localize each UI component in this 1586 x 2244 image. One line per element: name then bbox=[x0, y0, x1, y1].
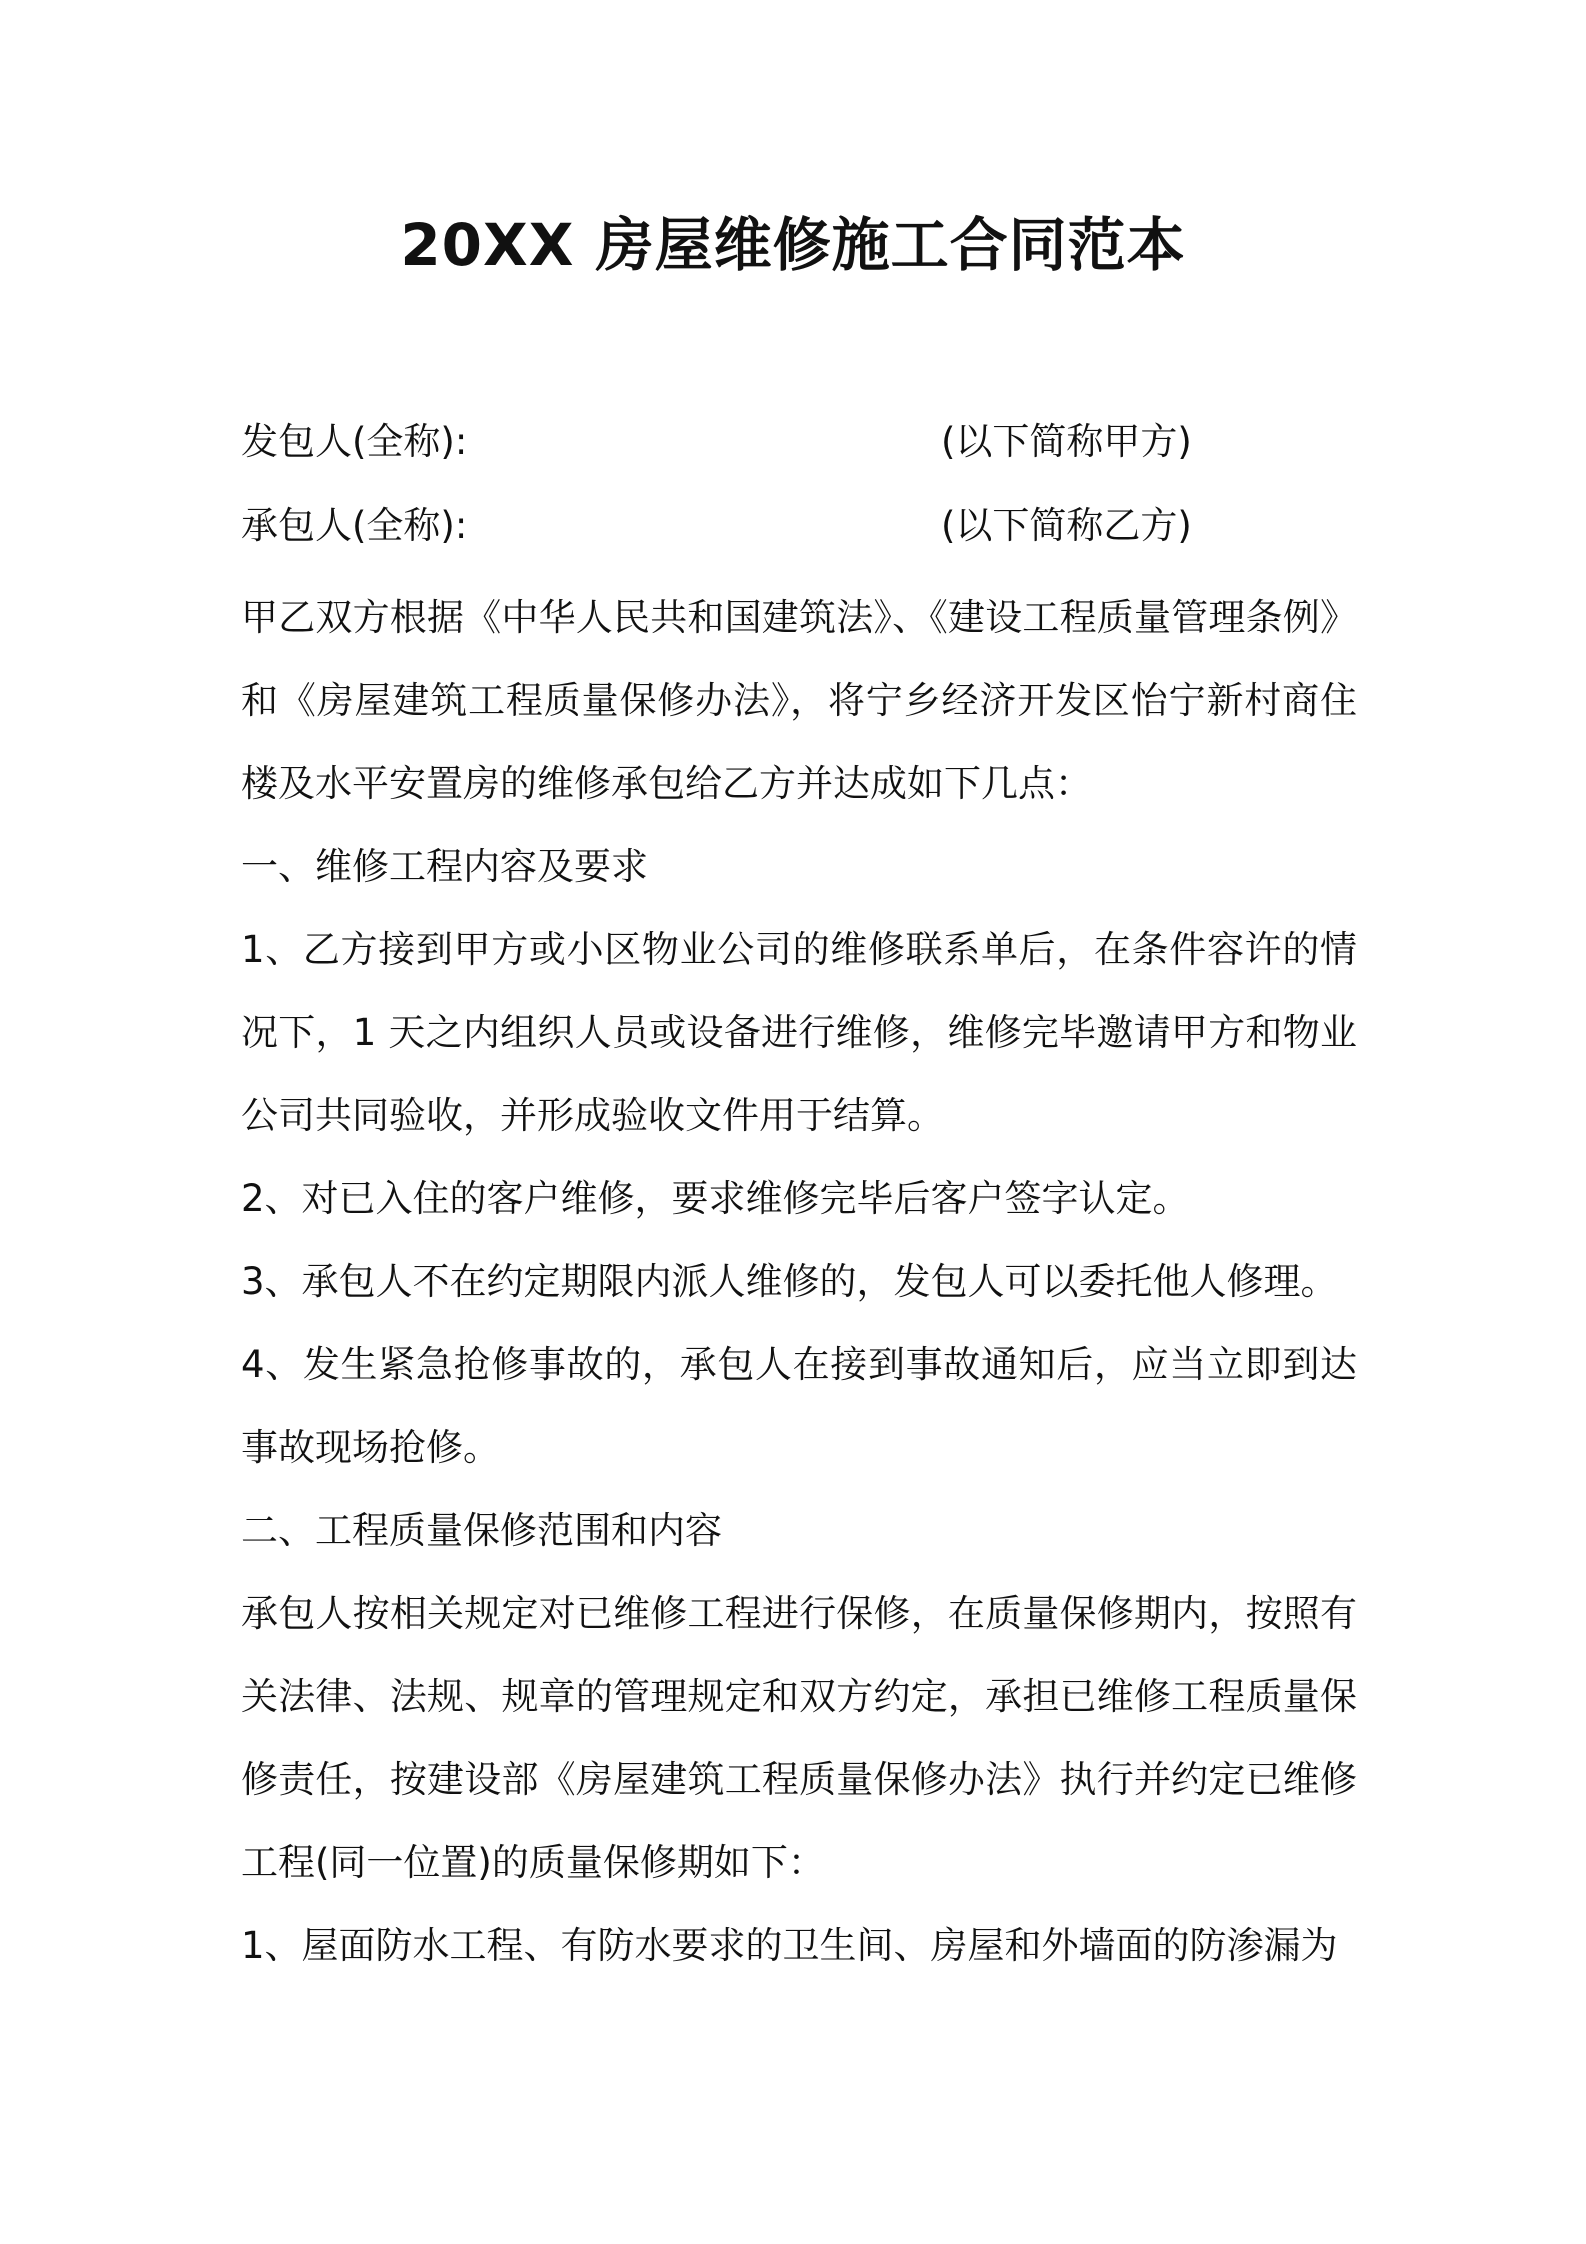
section-heading-1: 一、维修工程内容及要求 bbox=[241, 845, 648, 888]
clause-2-1: 1、屋面防水工程、有防水要求的卫生间、房屋和外墙面的防渗漏为 bbox=[241, 1924, 1338, 1967]
party-b-note: (以下简称乙方) bbox=[941, 504, 1192, 547]
clause-1-1: 1、乙方接到甲方或小区物业公司的维修联系单后，在条件容许的情况下，1 天之内组织人员或设备进行维修，维修完毕邀请甲方和物业公司共同验收，并形成验收文件用于结算。 bbox=[241, 928, 1357, 1137]
paragraph-warranty: 承包人按相关规定对已维修工程进行保修，在质量保修期内，按照有关法律、法规、规章的管理规定和双方约定，承担已维修工程质量保修责任，按建设部《房屋建筑工程质量保修办法》执行并约定已维修工程(同一位置)的质量保修期如下： bbox=[241, 1592, 1357, 1884]
party-a-label: 发包人(全称): bbox=[241, 420, 468, 463]
paragraph-intro: 甲乙双方根据《中华人民共和国建筑法》、《建设工程质量管理条例》和《房屋建筑工程质量保修办法》，将宁乡经济开发区怡宁新村商住楼及水平安置房的维修承包给乙方并达成如下几点： bbox=[241, 596, 1357, 805]
party-b-label: 承包人(全称): bbox=[241, 504, 468, 547]
clause-1-2: 2、对已入住的客户维修，要求维修完毕后客户签字认定。 bbox=[241, 1177, 1190, 1220]
party-a-note: (以下简称甲方) bbox=[941, 420, 1192, 463]
party-b-line bbox=[241, 496, 1361, 556]
clause-1-4: 4、发生紧急抢修事故的，承包人在接到事故通知后，应当立即到达事故现场抢修。 bbox=[241, 1343, 1357, 1469]
party-a-line bbox=[241, 412, 1361, 472]
section-heading-2: 二、工程质量保修范围和内容 bbox=[241, 1509, 722, 1552]
contract-body bbox=[241, 576, 1357, 1987]
document-title: 20XX 房屋维修施工合同范本 bbox=[400, 211, 1186, 279]
clause-1-3: 3、承包人不在约定期限内派人维修的，发包人可以委托他人修理。 bbox=[241, 1260, 1338, 1303]
